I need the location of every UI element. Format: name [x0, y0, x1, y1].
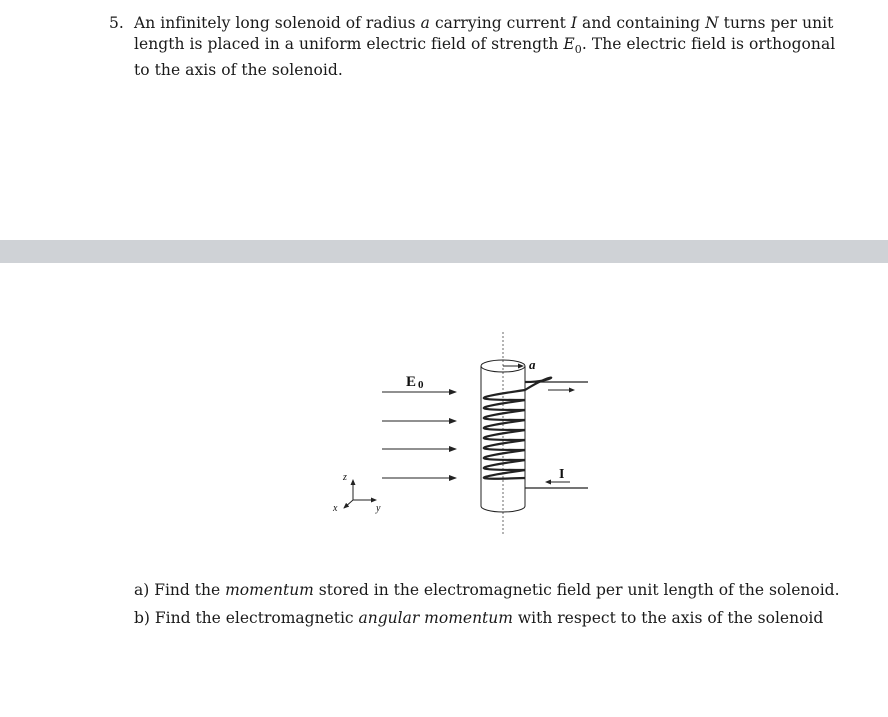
question-b-emphasis: angular momentum: [358, 609, 513, 627]
coil-windings: [484, 378, 552, 479]
page-separator: [0, 240, 888, 263]
questions: [134, 576, 840, 632]
coordinate-axes: [344, 480, 376, 508]
question-a: a) Find the momentum stored in the electromagnetic field per unit length of the solenoid.: [134, 581, 840, 599]
var-I: I: [570, 14, 578, 32]
var-E-subscript: 0: [574, 43, 582, 57]
problem-line-3: to the axis of the solenoid.: [134, 61, 343, 80]
problem-line-2: length is placed in a uniform electric field of strength $E_0$. The electric field is orthogonal: [134, 35, 836, 57]
problem-statement: [109, 13, 836, 81]
current-label: I: [559, 467, 565, 482]
problem-line-1: 5. An infinitely long solenoid of radius a carrying current I and containing N turns per unit: [109, 14, 834, 32]
solenoid-figure: [320, 328, 610, 538]
axis-y-label: y: [376, 503, 381, 514]
axis-x-label: x: [333, 503, 338, 514]
field-lines: [382, 392, 456, 478]
var-N: N: [705, 14, 719, 32]
radius-label: a: [529, 357, 536, 372]
question-b: b) Find the electromagnetic angular momentum with respect to the axis of the solenoid: [134, 609, 824, 627]
problem-number: 5.: [109, 14, 124, 32]
axis-z-label: z: [343, 472, 347, 483]
var-a: a: [420, 14, 430, 32]
question-a-emphasis: momentum: [225, 581, 314, 599]
var-E: E: [563, 35, 575, 53]
field-label: E 0: [406, 374, 424, 391]
